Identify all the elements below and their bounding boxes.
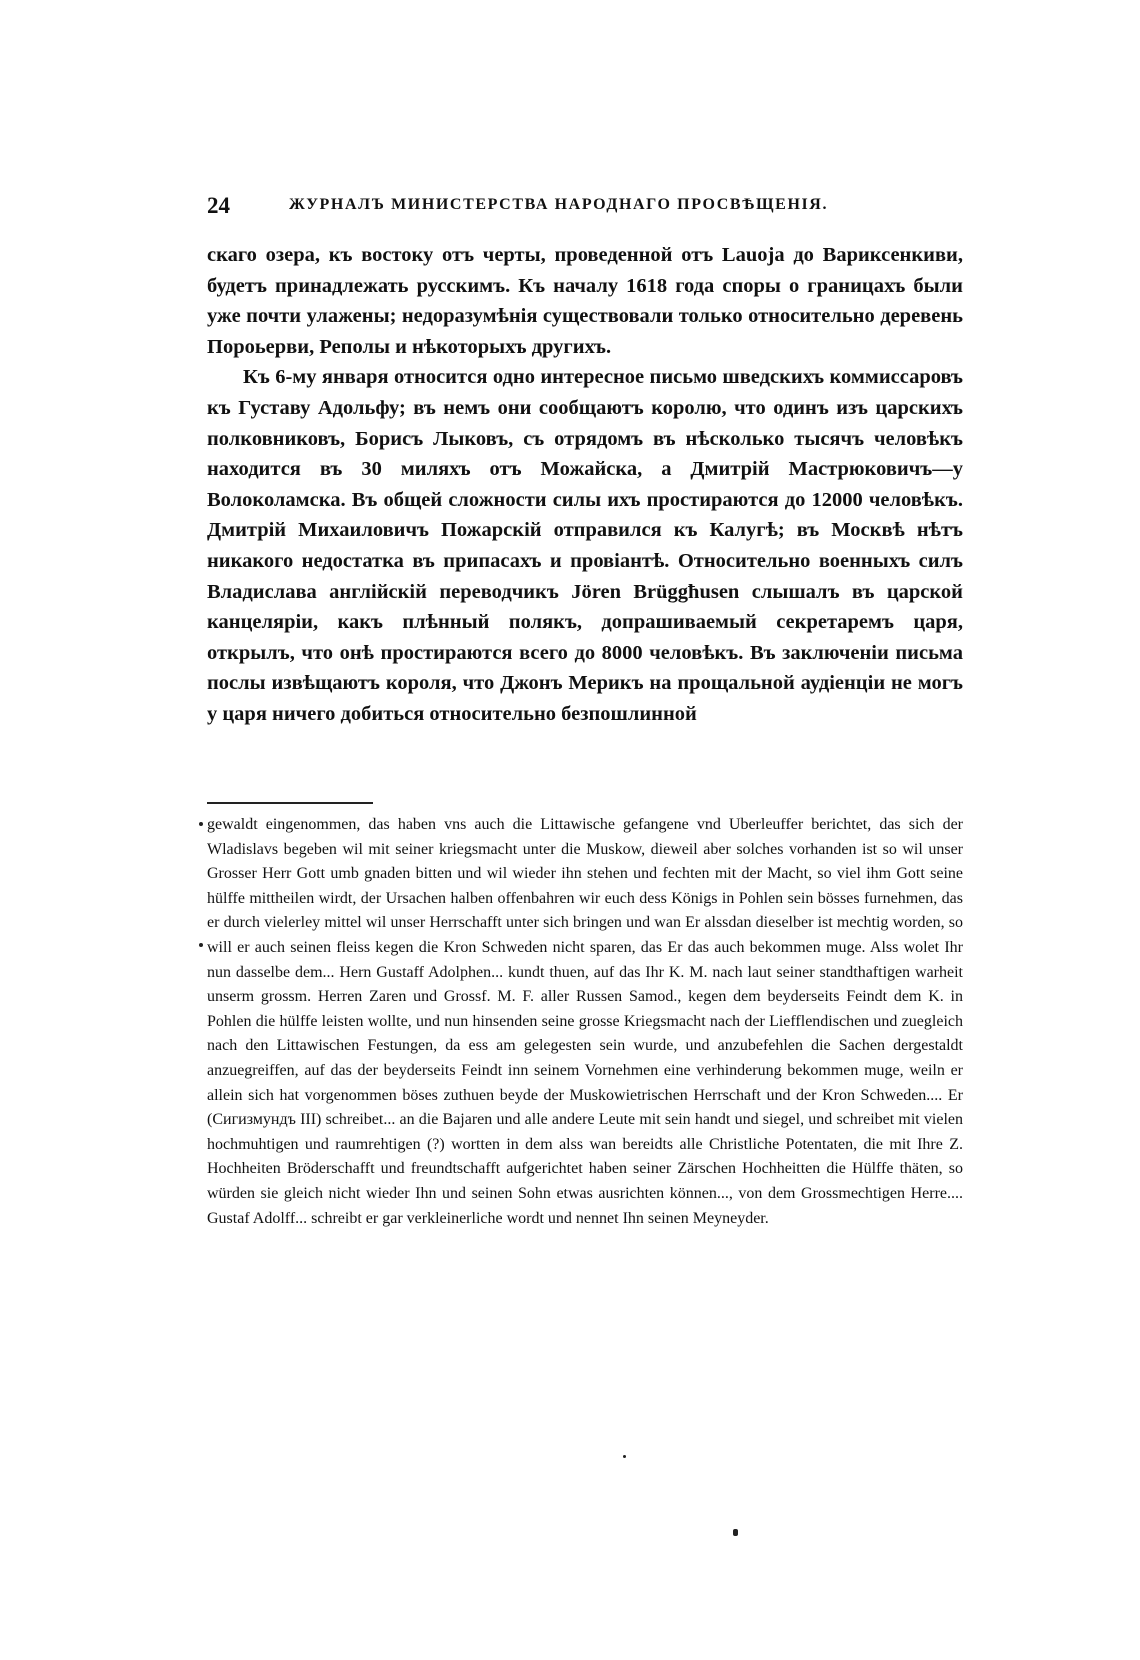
ink-speck	[733, 1529, 738, 1536]
paragraph: Къ 6-му января относится одно интересное письмо шведскихъ коммиссаровъ къ Густаву Адольфу; въ немъ они сообщаютъ королю, что одинъ изъ царскихъ полковниковъ, Борисъ Лыковъ, съ отрядомъ въ нѣсколько тысячъ человѣкъ находится въ 30 миляхъ отъ Можайска, а Дмитрій Мастрюковичъ—у Волоколамска. Въ общей сложности силы ихъ простираются до 12000 человѣкъ. Дмитрій Михаиловичъ Пожарскій отправился къ Калугѣ; въ Москвѣ нѣтъ никакого недостатка въ припасахъ и провіантѣ. Относительно военныхъ силъ Владислава англійскій переводчикъ Jören Brüggħusen слышалъ въ царской канцеляріи, какъ плѣнный полякъ, допрашиваемый секретаремъ царя, открылъ, что онѣ простираются всего до 8000 человѣкъ. Въ заключеніи письма послы извѣщаютъ короля, что Джонъ Мерикъ на прощальной аудіенціи не могъ у царя ничего добиться относительно безпошлинной	[207, 366, 963, 725]
ink-speck	[199, 822, 203, 826]
footnote-text: gewaldt eingenommen, das haben vns auch die Littawische gefangene vnd Uberleuffer berichtet, das sich der Wladislavs begeben wil mit seiner kriegsmacht unter die Muskow, dieweil aber solches vorhanden ist so wil unser Grosser Herr Gott umb gnaden bitten und wil wieder ihn stehen und fechten mit der Macht, so viel ihm Gott seine hülffe mittheilen wirdt, der Ursachen halben offenbahren wir euch dess Königs in Pohlen sein bösses furnehmen, das er durch vielerley mittel wil unser Herrschafft unter sich bringen und wan Er alssdan dieselber ist mechtig worden, so will er auch seinen fleiss kegen die Kron Schweden nicht sparen, das Er das auch bekommen muge. Alss wolet Ihr nun dasselbe dem... Hern Gustaff Adolphen... kundt thuen, auf das Ihr K. M. nach laut seiner standthaftigen warheit unserm grossm. Herren Zaren und Grossf. M. F. aller Russen Samod., kegen dem beyderseits Feindt dem K. in Pohlen die hülffe leisten wollte, und nun hinsenden seine grosse Kriegsmacht nach der Liefflendischen und zuegleich nach den Littawischen Festungen, da ess am gelegesten sein wurde, und anzubefehlen die Sachen dergestaldt anzuegreiffen, auf das der beyderseits Feindt inn seinem Vornehmen eine verhinderung bekommen muge, weiln er allein sich hat vorgenommen böses zuthuen beyde der Muskowietrischen Herrschaft und der Kron Schweden.... Er (Сигизмундъ III) schreibet... an die Bajaren und alle andere Leute mit sein handt und siegel, und schreibet mit vielen hochmuhtigen und raumrehtigen (?) wortten in dem alss wan bereidts alle Christliche Potentaten, die mit Ihre Z. Hochheiten Bröderschafft und freundtschafft aufgerichtet haben seiner Zärschen Hochheitten die Hülffe thäten, so würden sie gleich nicht wieder Ihn und seinen Sohn etwas ausrichten können..., von dem Grossmechtigen Herre.... Gustaf Adolff... schreibt er gar verkleinerliche wordt und nennet Ihn seinen Meyneyder.	[207, 816, 963, 1227]
page-header	[207, 193, 967, 225]
footnote-divider	[207, 802, 373, 804]
main-text	[207, 240, 963, 730]
ink-speck	[199, 943, 203, 947]
page-number: 24	[207, 193, 230, 218]
paragraph: скаго озера, къ востоку отъ черты, проведенной отъ Lauoja до Вариксенкиви, будетъ принадлежать русскимъ. Къ началу 1618 года споры о границахъ были уже почти улажены; недоразумѣнія существовали только относительно деревень Пороьерви, Реполы и нѣкоторыхъ другихъ.	[207, 244, 963, 358]
footnote	[207, 813, 963, 1231]
ink-speck	[623, 1455, 626, 1458]
running-title: ЖУРНАЛЪ МИНИСТЕРСТВА НАРОДНАГО ПРОСВѢЩЕНІЯ.	[289, 196, 829, 213]
